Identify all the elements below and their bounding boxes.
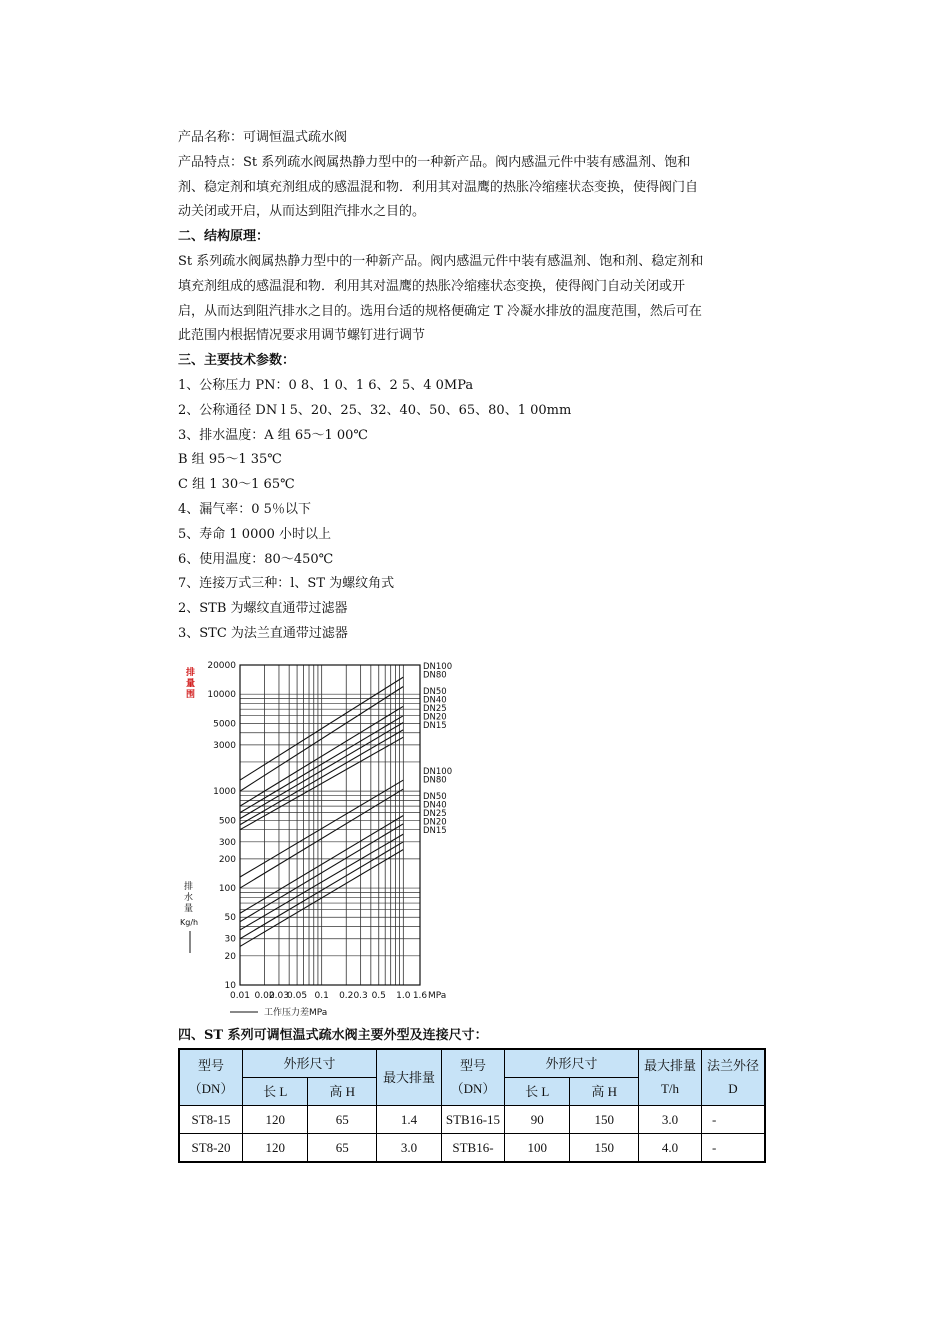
header-length: 长 L <box>243 1077 308 1105</box>
x-axis-label: 工作压力差MPa <box>264 1007 328 1018</box>
x-tick-label: 0.01 <box>229 990 251 1001</box>
discharge-chart <box>178 653 498 1018</box>
dimension-table <box>178 1048 766 1163</box>
param-item: 1、公称压力 PN：0 8、1 0、1 6、2 5、4 0MPa <box>178 377 474 393</box>
x-tick-label: 0.03 <box>268 990 289 1001</box>
x-tick-unit: MPa <box>428 990 447 1001</box>
feature-line: 产品特点：St 系列疏水阀属热静力型中的一种新产品。阀内感温元件中装有感温剂、饱和 <box>178 154 691 170</box>
y-tick-label: 30 <box>224 934 236 945</box>
y-axis-label-top: 量 <box>186 678 196 689</box>
section-2-line: 填充剂组成的感温混和物．利用其对温鹰的热胀冷缩瘗状态变换，使得阀门自动关闭或开 <box>178 278 686 294</box>
y-axis-label: 量 <box>184 903 194 914</box>
section-2-line: 启，从而达到阻汽排水之目的。选用台适的规格便确定 T 冷凝水排放的温度范围，然后可在 <box>178 303 702 319</box>
section-2-paragraph <box>178 250 768 349</box>
y-tick-label: 100 <box>218 883 236 894</box>
cell-length-2: 90 <box>504 1105 569 1133</box>
series-label: DN40 <box>423 695 447 706</box>
section-3-title: 三、主要技术参数： <box>178 353 296 369</box>
series-label: DN80 <box>423 775 447 786</box>
y-tick-label: 10 <box>224 980 236 991</box>
series-label: DN15 <box>423 825 447 836</box>
table-header-row <box>179 1049 765 1078</box>
document-body <box>178 126 768 1163</box>
product-name: 产品名称：可调恒温式疏水阀 <box>178 130 348 145</box>
y-tick-label: 10000 <box>207 689 236 700</box>
series-label: DN20 <box>423 817 447 828</box>
series-label: DN80 <box>423 670 447 681</box>
param-item: 3、STC 为法兰直通带过滤器 <box>178 625 348 641</box>
feature-line: 剂、稳定剂和填充剂组成的感温混和物．利用其对温鹰的热胀冷缩瘗状态变换，使得阀门自 <box>178 179 699 195</box>
cell-model-2: STB16- <box>441 1133 504 1162</box>
cell-max-discharge-2: 4.0 <box>639 1133 702 1162</box>
header-model: 型号（DN） <box>179 1049 243 1106</box>
cell-flange-od: - <box>702 1133 766 1162</box>
cell-max-discharge-2: 3.0 <box>639 1105 702 1133</box>
y-tick-label: 300 <box>218 837 236 848</box>
y-axis-label: 水 <box>184 892 194 903</box>
cell-length: 120 <box>243 1105 308 1133</box>
cell-length: 120 <box>243 1133 308 1162</box>
cell-height-2: 150 <box>570 1105 639 1133</box>
x-tick-label: 0.1 <box>314 990 329 1001</box>
y-axis-unit: Kg/h <box>180 917 199 927</box>
series-label: DN100 <box>423 766 453 777</box>
param-item: 2、STB 为螺纹直通带过滤器 <box>178 601 348 617</box>
x-tick-label: 0.05 <box>287 990 308 1001</box>
series-label: DN20 <box>423 712 447 723</box>
param-item: B 组 95～1 35℃ <box>178 452 282 468</box>
header-flange-od: 法兰外径 D <box>702 1049 766 1106</box>
header-outer-dim: 外形尺寸 <box>243 1049 377 1078</box>
cell-model-2: STB16-15 <box>441 1105 504 1133</box>
y-axis-label: 排 <box>184 881 194 892</box>
param-item: 3、排水温度：A 组 65～1 00℃ <box>178 427 368 443</box>
y-tick-label: 20 <box>224 951 236 962</box>
y-tick-label: 3000 <box>213 740 236 751</box>
feature-paragraph <box>178 151 768 225</box>
cell-length-2: 100 <box>504 1133 569 1162</box>
param-item: C 组 1 30～1 65℃ <box>178 477 295 493</box>
header-length-2: 长 L <box>504 1077 569 1105</box>
header-max-discharge-2: 最大排量 T/h <box>639 1049 702 1106</box>
cell-max-discharge: 3.0 <box>376 1133 441 1162</box>
param-item: 4、漏气率：0 5％以下 <box>178 501 311 517</box>
series-label: DN50 <box>423 791 447 802</box>
cell-flange-od: - <box>702 1105 766 1133</box>
param-item: 2、公称通径 DN l 5、20、25、32、40、50、65、80、1 00mm <box>178 402 572 418</box>
cell-height: 65 <box>308 1133 377 1162</box>
param-list <box>178 374 768 647</box>
table-row <box>179 1133 765 1162</box>
cell-height-2: 150 <box>570 1133 639 1162</box>
param-item: 7、连接万式三种：l、ST 为螺纹角式 <box>178 576 395 592</box>
param-item: 6、使用温度：80～450℃ <box>178 551 334 567</box>
header-model-2: 型号（DN） <box>441 1049 504 1106</box>
y-tick-label: 50 <box>224 912 236 923</box>
series-label: DN50 <box>423 686 447 697</box>
x-tick-label: 1.0 <box>396 990 411 1001</box>
series-label: DN15 <box>423 720 447 731</box>
section-2-line: 此范围内根据情况要求用调节螺钉进行调节 <box>178 328 426 344</box>
series-label: DN25 <box>423 808 447 819</box>
header-outer-dim-2: 外形尺寸 <box>504 1049 638 1078</box>
header-height-2: 高 H <box>570 1077 639 1105</box>
cell-height: 65 <box>308 1105 377 1133</box>
y-axis-label-top: 排 <box>186 667 196 678</box>
cell-model: ST8-20 <box>179 1133 243 1162</box>
discharge-chart-svg <box>178 653 498 1018</box>
y-tick-label: 500 <box>218 816 236 827</box>
header-height: 高 H <box>308 1077 377 1105</box>
section-2-line: St 系列疏水阀属热静力型中的一种新产品。阀内感温元件中装有感温剂、饱和剂、稳定剂和 <box>178 253 704 269</box>
x-tick-label: 0.2 <box>339 990 354 1001</box>
feature-line: 动关闭或开启，从而达到阻汽排水之目的。 <box>178 204 426 220</box>
y-tick-label: 1000 <box>213 786 236 797</box>
table-row <box>179 1105 765 1133</box>
param-item: 5、寿命 1 0000 小时以上 <box>178 526 332 542</box>
cell-max-discharge: 1.4 <box>376 1105 441 1133</box>
table-title: 四、ST 系列可调恒温式疏水阀主要外型及连接尺寸： <box>178 1027 488 1043</box>
x-tick-label: 1.6 <box>412 990 428 1001</box>
series-label: DN25 <box>423 703 447 714</box>
x-tick-label: 0.5 <box>371 990 386 1001</box>
series-label: DN100 <box>423 661 453 672</box>
x-tick-label: 0.3 <box>353 990 368 1001</box>
y-tick-label: 200 <box>218 854 236 865</box>
x-tick-label: 0.02 <box>254 990 275 1001</box>
header-max-discharge: 最大排量 <box>376 1049 441 1106</box>
y-tick-label: 5000 <box>213 719 236 730</box>
y-tick-label: 20000 <box>207 660 236 671</box>
cell-model: ST8-15 <box>179 1105 243 1133</box>
section-2-title: 二、结构原理： <box>178 229 270 245</box>
series-label: DN40 <box>423 800 447 811</box>
y-axis-label-top: 围 <box>186 689 196 700</box>
